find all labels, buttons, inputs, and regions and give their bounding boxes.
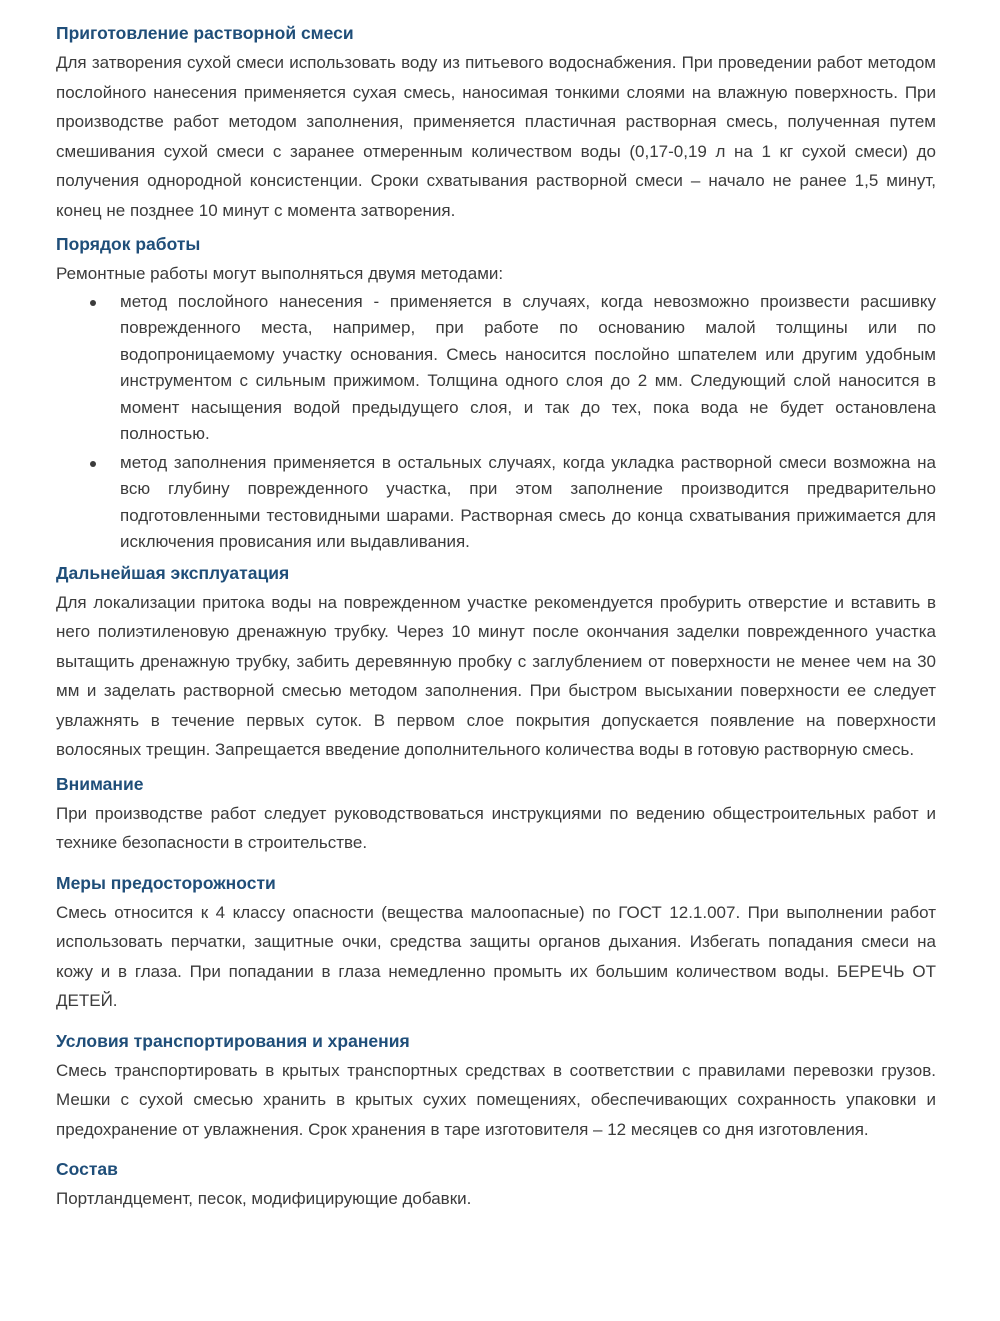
bullet-icon: [90, 461, 96, 467]
section-text-attention: При производстве работ следует руководствоваться инструкциями по ведению общестроительных работ и технике безопасности в строительстве.: [56, 803, 936, 852]
section-title-procedure: Порядок работы: [56, 234, 201, 254]
section-text-operation: Для локализации притока воды на поврежденном участке рекомендуется пробурить отверстие и вставить в него полиэтиленовую дренажную трубку. Через 10 минут после окончания заделки поврежденного участка вытащить дренажную трубку, забить деревянную пробку с заглублением от поверхности не менее чем на 30 мм и заделать растворной смесью методом заполнения. При быстром высыхании поверхности ее следует увлажнять в течение первых суток. В первом слое покрытия допускается появление на поверхности волосяных трещин. Запрещается введение дополнительного количества воды в готовую растворную смесь.: [56, 592, 936, 759]
section-title-composition: Состав: [56, 1159, 118, 1179]
section-text-storage: Смесь транспортировать в крытых транспортных средствах в соответствии с правилами перевозки грузов. Мешки с сухой смесью хранить в крытых сухих помещениях, обеспечивающих сохранность упаковки и предохранение от увлажнения. Срок хранения в таре изготовителя – 12 месяцев со дня изготовления.: [56, 1060, 936, 1139]
section-title-preparation: Приготовление растворной смеси: [56, 23, 354, 43]
bullet-icon: [90, 300, 96, 306]
procedure-intro: Ремонтные работы могут выполняться двумя методами:: [56, 264, 504, 283]
section-title-storage: Условия транспортирования и хранения: [56, 1030, 410, 1051]
list-item-text: метод заполнения применяется в остальных случаях, когда укладка растворной смеси возможна на всю глубину поврежденного участка, при этом заполнение производится предварительно подготовленными тестовидными шарами. Растворная смесь до конца схватывания прижимается для исключения провисания или выдавливания.: [120, 452, 936, 551]
list-item: [56, 450, 936, 556]
section-text-composition: Портландцемент, песок, модифицирующие добавки.: [56, 1189, 472, 1208]
document-page: [56, 18, 936, 1214]
list-item: [56, 289, 936, 448]
section-text-precautions: Смесь относится к 4 классу опасности (вещества малоопасные) по ГОСТ 12.1.007. При выполнении работ использовать перчатки, защитные очки, средства защиты органов дыхания. Избегать попадания смеси на кожу и в глаза. При попадании в глаза немедленно промыть их большим количеством воды. БЕРЕЧЬ ОТ ДЕТЕЙ.: [56, 902, 936, 1010]
section-text-preparation: Для затворения сухой смеси использовать воду из питьевого водоснабжения. При проведении работ методом послойного нанесения применяется сухая смесь, наносимая тонкими слоями на влажную поверхность. При производстве работ методом заполнения, применяется пластичная растворная смесь, полученная путем смешивания сухой смеси с заранее отмеренным количеством воды (0,17-0,19 л на 1 кг сухой смеси) до получения однородной консистенции. Сроки схватывания растворной смеси – начало не ранее 1,5 минут, конец не позднее 10 минут с момента затворения.: [56, 53, 936, 220]
list-item-text: метод послойного нанесения - применяется в случаях, когда невозможно произвести расшивку поврежденного места, например, при работе по основанию малой толщины или по водопроницаемому участку основания. Смесь наносится послойно шпателем или другим удобным инструментом с сильным прижимом. Толщина одного слоя до 2 мм. Следующий слой наносится в момент насыщения водой предыдущего слоя, и так до тех, пока вода не будет остановлена полностью.: [120, 291, 936, 443]
section-title-attention: Внимание: [56, 773, 144, 794]
procedure-method-list: [56, 289, 936, 556]
section-title-operation: Дальнейшая эксплуатация: [56, 562, 290, 583]
section-title-precautions: Меры предосторожности: [56, 872, 276, 893]
